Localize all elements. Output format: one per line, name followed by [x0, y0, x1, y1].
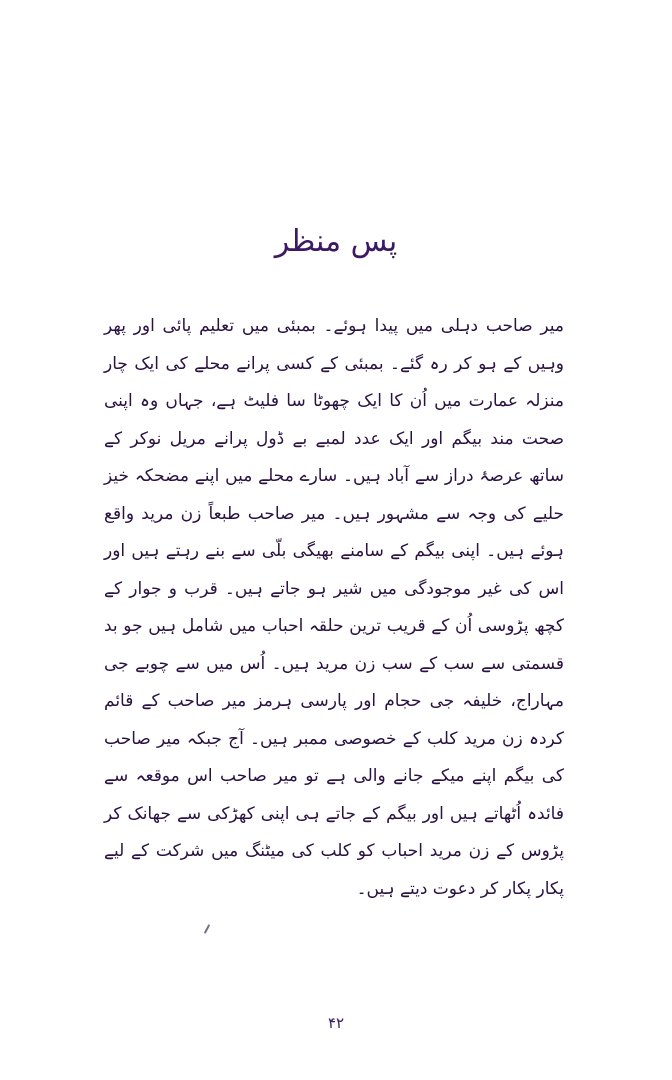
body-paragraph: میر صاحب دہلی میں پیدا ہوئے۔ بمبئی میں تعلیم پائی اور پھر وہیں کے ہو کر رہ گئے۔ بمبئی کے کسی پرانے محلے کی ایک چار منزلہ عمارت میں اُن کا ایک چھوٹا سا فلیٹ ہے، جہاں وہ اپنی صحت مند بیگم اور ایک عدد لمبے بے ڈول پرانے مریل نوکر کے ساتھ عرصۂ دراز سے آباد ہیں۔ سارے محلے میں اپنے مضحکہ خیز حلیے کی وجہ سے مشہور ہیں۔ میر صاحب طبعاً زن مرید واقع ہوئے ہیں۔ اپنی بیگم کے سامنے بھیگی بلّی سے بنے رہتے ہیں اور اس کی غیر موجودگی میں شیر ہو جاتے ہیں۔ قرب و جوار کے کچھ پڑوسی اُن کے قریب ترین حلقہ احباب میں شامل ہیں جو بد قسمتی سے سب کے سب زن مرید ہیں۔ اُس میں سے چوبے جی مہاراج، خلیفہ جی حجام اور پارسی ہرمز میر صاحب کے قائم کردہ زن مرید کلب کے خصوصی ممبر ہیں۔ آج جبکہ میر صاحب کی بیگم اپنے میکے جانے والی ہے تو میر صاحب اس موقعہ سے فائدہ اُٹھاتے ہیں اور بیگم کے جاتے ہی اپنی کھڑکی سے جھانک کر پڑوس کے زن مرید احباب کو کلب کی میٹنگ میں شرکت کے لیے پکار پکار کر دعوت دیتے ہیں۔ — [104, 316, 564, 899]
section-heading: پس منظر — [274, 224, 398, 259]
page-number: ۴۲ — [327, 1014, 345, 1032]
stray-mark — [204, 924, 210, 934]
